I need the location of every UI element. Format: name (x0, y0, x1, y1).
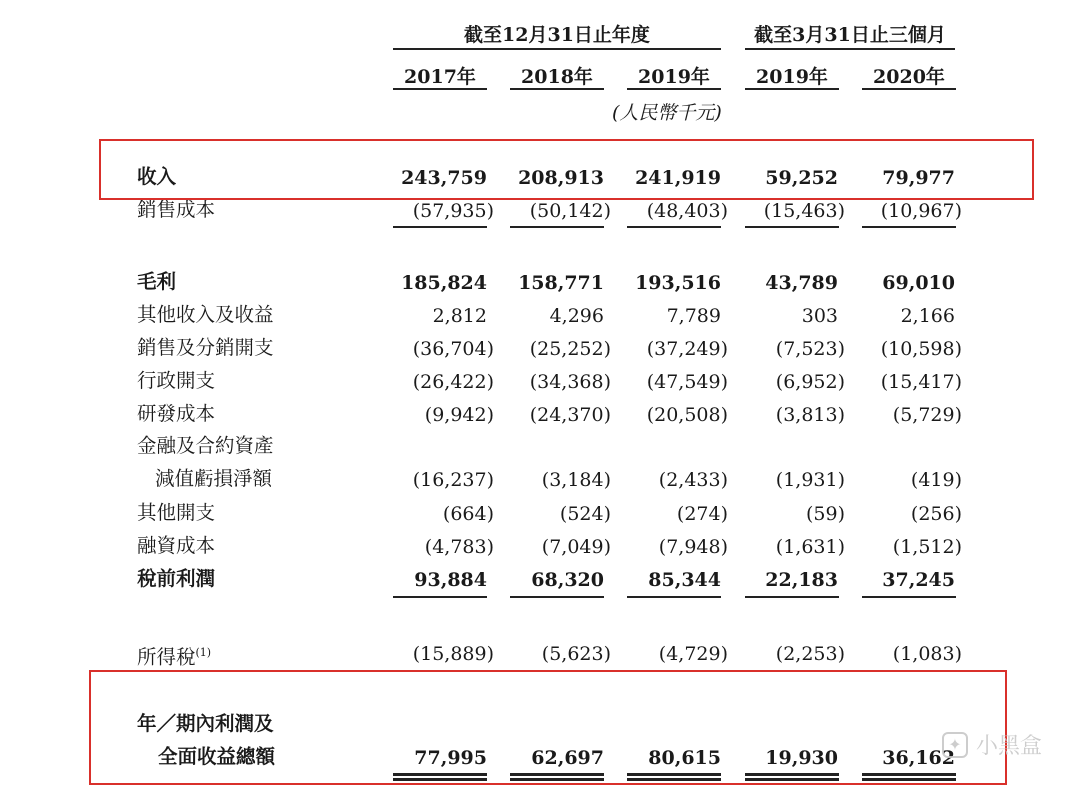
row-label-impairment-net: 減值虧損淨額 (155, 467, 273, 490)
header-year-2018: 2018年 (521, 66, 593, 88)
header-group-quarter-rule (745, 48, 955, 50)
cell-se-2020q: (10,598) (880, 338, 962, 360)
cell-gp-2020q: 69,010 (882, 272, 955, 294)
subtotal-rule (745, 596, 839, 598)
cell-cos-2019q: (15,463) (763, 200, 845, 222)
cell-tax-2019a: (4,729) (658, 643, 728, 665)
cell-rd-2020q: (5,729) (892, 404, 962, 426)
cell-fc-2019a: (7,948) (658, 536, 728, 558)
subtotal-rule (862, 226, 956, 228)
cell-se-2019a: (37,249) (646, 338, 728, 360)
cell-cos-2017: (57,935) (412, 200, 494, 222)
header-year-2017: 2017年 (404, 66, 476, 88)
cell-se-2017: (36,704) (412, 338, 494, 360)
income-tax-label-text: 所得稅 (137, 645, 196, 669)
cell-revenue-2018: 208,913 (518, 167, 604, 189)
cell-pbt-2020q: 37,245 (882, 569, 955, 591)
highlight-box-revenue (99, 139, 1034, 200)
row-label-gross-profit: 毛利 (137, 270, 177, 293)
cell-cos-2019a: (48,403) (646, 200, 728, 222)
cell-gp-2019a: 193,516 (635, 272, 721, 294)
cell-oi-2019q: 303 (801, 305, 838, 327)
cell-pbt-2019a: 85,344 (648, 569, 721, 591)
header-year-2019-quarter: 2019年 (756, 66, 828, 88)
year-rule-2017 (393, 88, 487, 90)
row-label-total-comprehensive-income: 全面收益總額 (158, 745, 276, 768)
cell-tci-2019a: 80,615 (648, 747, 721, 769)
watermark-text: 小黑盒 (975, 734, 1042, 759)
cell-ae-2019a: (47,549) (646, 371, 728, 393)
row-label-admin-expenses: 行政開支 (137, 369, 216, 392)
subtotal-rule (510, 226, 604, 228)
cell-pbt-2018: 68,320 (531, 569, 604, 591)
cell-oi-2019a: 7,789 (666, 305, 721, 327)
header-year-2020-quarter: 2020年 (873, 66, 945, 88)
year-rule-2020q (862, 88, 956, 90)
cell-oi-2020q: 2,166 (900, 305, 955, 327)
cell-tax-2020q: (1,083) (892, 643, 962, 665)
cell-tci-2018: 62,697 (531, 747, 604, 769)
year-rule-2019a (627, 88, 721, 90)
cell-rd-2017: (9,942) (424, 404, 494, 426)
cell-tax-2017: (15,889) (412, 643, 494, 665)
year-rule-2019q (745, 88, 839, 90)
cell-oi-2018: 4,296 (549, 305, 604, 327)
subtotal-rule (510, 596, 604, 598)
cell-tax-2019q: (2,253) (775, 643, 845, 665)
row-label-financial-contract-assets: 金融及合約資產 (137, 434, 274, 457)
header-group-quarter: 截至3月31日止三個月 (754, 24, 946, 46)
cell-fc-2017: (4,783) (424, 536, 494, 558)
row-label-income-tax (137, 641, 211, 670)
cell-pbt-2017: 93,884 (414, 569, 487, 591)
row-label-finance-costs: 融資成本 (137, 534, 216, 557)
cell-oe-2020q: (256) (910, 503, 962, 525)
row-label-other-income: 其他收入及收益 (137, 303, 274, 326)
cell-oe-2017: (664) (442, 503, 494, 525)
watermark (942, 729, 1042, 760)
subtotal-rule (393, 226, 487, 228)
heybox-logo-icon: ✦ (942, 732, 968, 758)
cell-ae-2020q: (15,417) (880, 371, 962, 393)
cell-tax-2018: (5,623) (541, 643, 611, 665)
cell-imp-2019q: (1,931) (775, 469, 845, 491)
subtotal-rule (627, 596, 721, 598)
cell-imp-2018: (3,184) (541, 469, 611, 491)
row-label-selling-expenses: 銷售及分銷開支 (137, 336, 274, 359)
cell-ae-2017: (26,422) (412, 371, 494, 393)
currency-unit-label: (人民幣千元) (612, 102, 722, 124)
cell-gp-2017: 185,824 (401, 272, 487, 294)
cell-oe-2019a: (274) (676, 503, 728, 525)
cell-cos-2020q: (10,967) (880, 200, 962, 222)
cell-pbt-2019q: 22,183 (765, 569, 838, 591)
row-label-profit-before-tax: 稅前利潤 (137, 567, 216, 590)
subtotal-rule (745, 226, 839, 228)
cell-ae-2019q: (6,952) (775, 371, 845, 393)
highlight-box-total-income (89, 670, 1007, 785)
cell-revenue-2017: 243,759 (401, 167, 487, 189)
cell-tci-2017: 77,995 (414, 747, 487, 769)
subtotal-rule (862, 596, 956, 598)
cell-rd-2018: (24,370) (529, 404, 611, 426)
row-label-profit-for-period: 年／期內利潤及 (137, 712, 274, 735)
cell-imp-2019a: (2,433) (658, 469, 728, 491)
cell-cos-2018: (50,142) (529, 200, 611, 222)
year-rule-2018 (510, 88, 604, 90)
cell-se-2019q: (7,523) (775, 338, 845, 360)
cell-revenue-2020q: 79,977 (882, 167, 955, 189)
cell-gp-2019q: 43,789 (765, 272, 838, 294)
cell-imp-2017: (16,237) (412, 469, 494, 491)
cell-fc-2020q: (1,512) (892, 536, 962, 558)
subtotal-rule (393, 596, 487, 598)
row-label-cost-of-sales: 銷售成本 (137, 198, 216, 221)
header-year-2019-annual: 2019年 (638, 66, 710, 88)
subtotal-rule (627, 226, 721, 228)
cell-tci-2019q: 19,930 (765, 747, 838, 769)
cell-revenue-2019a: 241,919 (635, 167, 721, 189)
cell-revenue-2019q: 59,252 (765, 167, 838, 189)
row-label-rnd-costs: 研發成本 (137, 402, 216, 425)
cell-se-2018: (25,252) (529, 338, 611, 360)
cell-oi-2017: 2,812 (432, 305, 487, 327)
cell-tci-2020q: 36,162 (882, 747, 955, 769)
cell-oe-2018: (524) (559, 503, 611, 525)
row-label-other-expenses: 其他開支 (137, 501, 216, 524)
cell-gp-2018: 158,771 (518, 272, 604, 294)
cell-rd-2019q: (3,813) (775, 404, 845, 426)
header-group-annual-rule (393, 48, 721, 50)
cell-ae-2018: (34,368) (529, 371, 611, 393)
cell-fc-2018: (7,049) (541, 536, 611, 558)
row-label-revenue: 收入 (137, 165, 177, 188)
cell-rd-2019a: (20,508) (646, 404, 728, 426)
income-tax-footnote: (1) (195, 646, 212, 659)
cell-oe-2019q: (59) (805, 503, 845, 525)
cell-fc-2019q: (1,631) (775, 536, 845, 558)
header-group-annual: 截至12月31日止年度 (464, 24, 650, 46)
cell-imp-2020q: (419) (910, 469, 962, 491)
